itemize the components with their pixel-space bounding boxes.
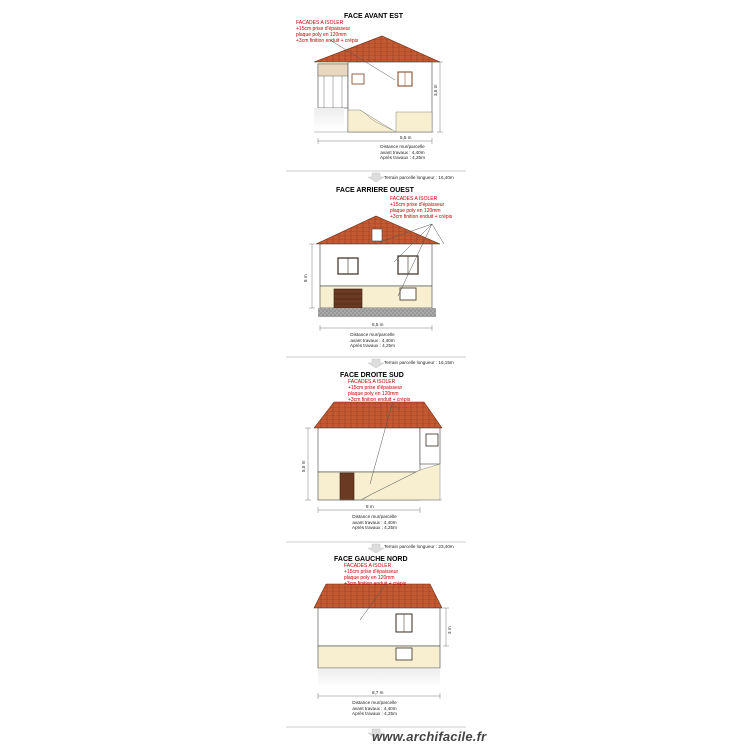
height-dimension-north: 3 m: [447, 626, 452, 634]
window: [426, 434, 438, 446]
roof: [314, 402, 442, 428]
insulation-note-north: FACADES A ISOLER +15cm prise d'épaisseur plaque poly en 120mm +3cm finition enduit + crépis: [344, 563, 407, 587]
facade-wall-upper: [318, 608, 440, 646]
section-title-south: FACE DROITE SUD: [340, 372, 404, 379]
gravel: [318, 308, 436, 317]
width-dimension-east: 5,5 m: [400, 135, 412, 140]
height-dimension-south: 5,5 m: [301, 460, 306, 472]
window: [400, 288, 416, 300]
facade-wall-lower: [318, 646, 440, 668]
garage-door: [334, 289, 362, 308]
door: [340, 473, 354, 500]
distance-note-east: Distance mur/parcelle avant travaux : 4,40m Après travaux : 4,25m: [380, 144, 425, 160]
elevation-east: [286, 36, 466, 182]
distance-note-north: Distance mur/parcelle avant travaux : 4,40m Après travaux : 4,25m: [352, 700, 397, 716]
terrain-length-south: Terrain parcelle longueur : 23,40m: [384, 544, 454, 549]
width-dimension-south: 8 m: [366, 504, 374, 509]
terrain-length-east: Terrain parcelle longueur : 16,40m: [384, 175, 454, 180]
window: [396, 648, 412, 660]
insulation-note-east: FACADES A ISOLER +15cm prise d'épaisseur plaque poly en 120mm +3cm finition enduit + crépis: [296, 20, 359, 44]
width-dimension-north: 8,7 m: [372, 690, 384, 695]
width-dimension-west: 6,5 m: [372, 322, 384, 327]
facade-wall-upper: [318, 428, 420, 472]
height-dimension-west: 8 m: [303, 274, 308, 282]
insulation-note-south: FACADES A ISOLER +15cm prise d'épaisseur plaque poly en 120mm +3cm finition enduit + crépis: [348, 379, 411, 403]
roof: [314, 584, 442, 608]
height-dimension-east: 3,5 m: [433, 84, 438, 96]
insulation-note-west: FACADES A ISOLER +15cm prise d'épaisseur plaque poly en 120mm +3cm finition enduit + crépis: [390, 196, 453, 220]
section-title-east: FACE AVANT EST: [344, 13, 403, 20]
terrain-length-west: Terrain parcelle longueur : 16,15m: [384, 360, 454, 365]
section-title-north: FACE GAUCHE NORD: [334, 556, 408, 563]
section-title-west: FACE ARRIERE OUEST: [336, 187, 414, 194]
distance-note-west: Distance mur/parcelle avant travaux : 4,40m Après travaux : 4,25m: [350, 332, 395, 348]
distance-note-south: Distance mur/parcelle avant travaux : 4,40m Après travaux : 4,25m: [352, 514, 397, 530]
archifacile-watermark: www.archifacile.fr: [372, 729, 487, 744]
